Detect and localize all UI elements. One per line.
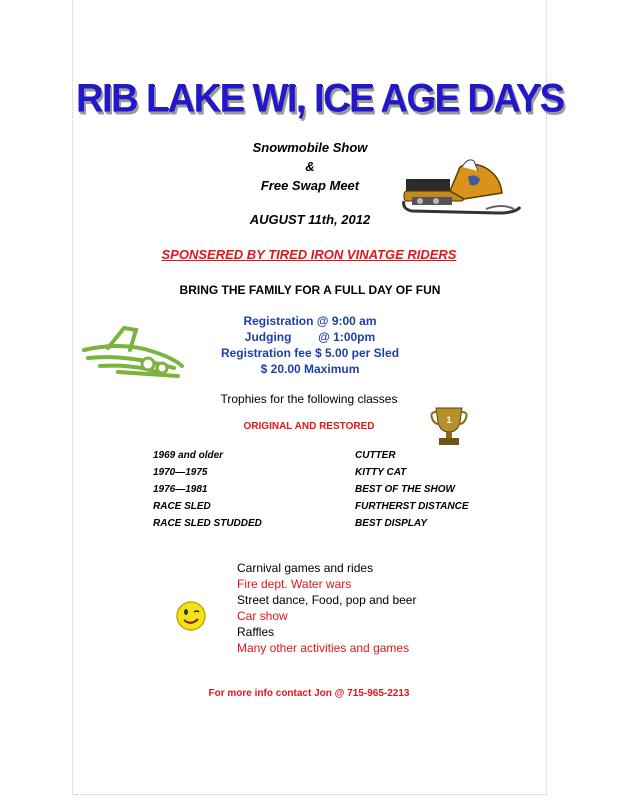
trophy-icon [430, 404, 468, 448]
svg-text:1: 1 [446, 415, 452, 425]
event-line-1: Snowmobile Show [252, 140, 368, 155]
event-date: AUGUST 11th, 2012 [249, 212, 371, 227]
class-item: KITTY CAT [355, 467, 407, 478]
contact-info: For more info contact Jon @ 715-965-2213 [208, 688, 410, 699]
class-item: BEST DISPLAY [355, 518, 428, 529]
activities-list [237, 560, 416, 656]
activity-item: Carnival games and rides [237, 561, 374, 575]
flyer-title: RIB LAKE WI, ICE AGE DAYS [76, 76, 564, 122]
class-item: 1970—1975 [153, 467, 208, 478]
sponsor-line: SPONSERED BY TIRED IRON VINATGE RIDERS [161, 247, 457, 262]
class-item: 1969 and older [153, 450, 224, 461]
judging-time: Judging @ 1:00pm [244, 330, 376, 344]
vintage-snowmobile-icon [398, 153, 522, 219]
classes-left-list [153, 447, 262, 532]
class-item: BEST OF THE SHOW [355, 484, 455, 495]
class-item: CUTTER [355, 450, 396, 461]
activity-item: Fire dept. Water wars [237, 577, 352, 591]
activity-item: Street dance, Food, pop and beer [237, 593, 417, 607]
class-item: FURTHERST DISTANCE [355, 501, 469, 512]
event-line-2: & [305, 159, 315, 174]
smiley-wink-icon [175, 600, 207, 632]
activity-item: Raffles [237, 625, 275, 639]
trophies-heading: Trophies for the following classes [220, 392, 398, 406]
registration-fee: Registration fee $ 5.00 per Sled [220, 346, 400, 360]
class-item: RACE SLED [153, 501, 211, 512]
class-item: RACE SLED STUDDED [153, 518, 262, 529]
registration-time: Registration @ 9:00 am [243, 314, 377, 328]
tagline: BRING THE FAMILY FOR A FULL DAY OF FUN [179, 283, 441, 297]
classes-heading: ORIGINAL AND RESTORED [243, 421, 375, 432]
activity-item: Many other activities and games [237, 641, 410, 655]
class-item: 1976—1981 [153, 484, 208, 495]
event-line-3: Free Swap Meet [260, 178, 360, 193]
registration-max: $ 20.00 Maximum [260, 362, 360, 376]
classes-right-list [355, 447, 469, 532]
activity-item: Car show [237, 609, 288, 623]
green-snowmobile-icon [78, 320, 188, 380]
